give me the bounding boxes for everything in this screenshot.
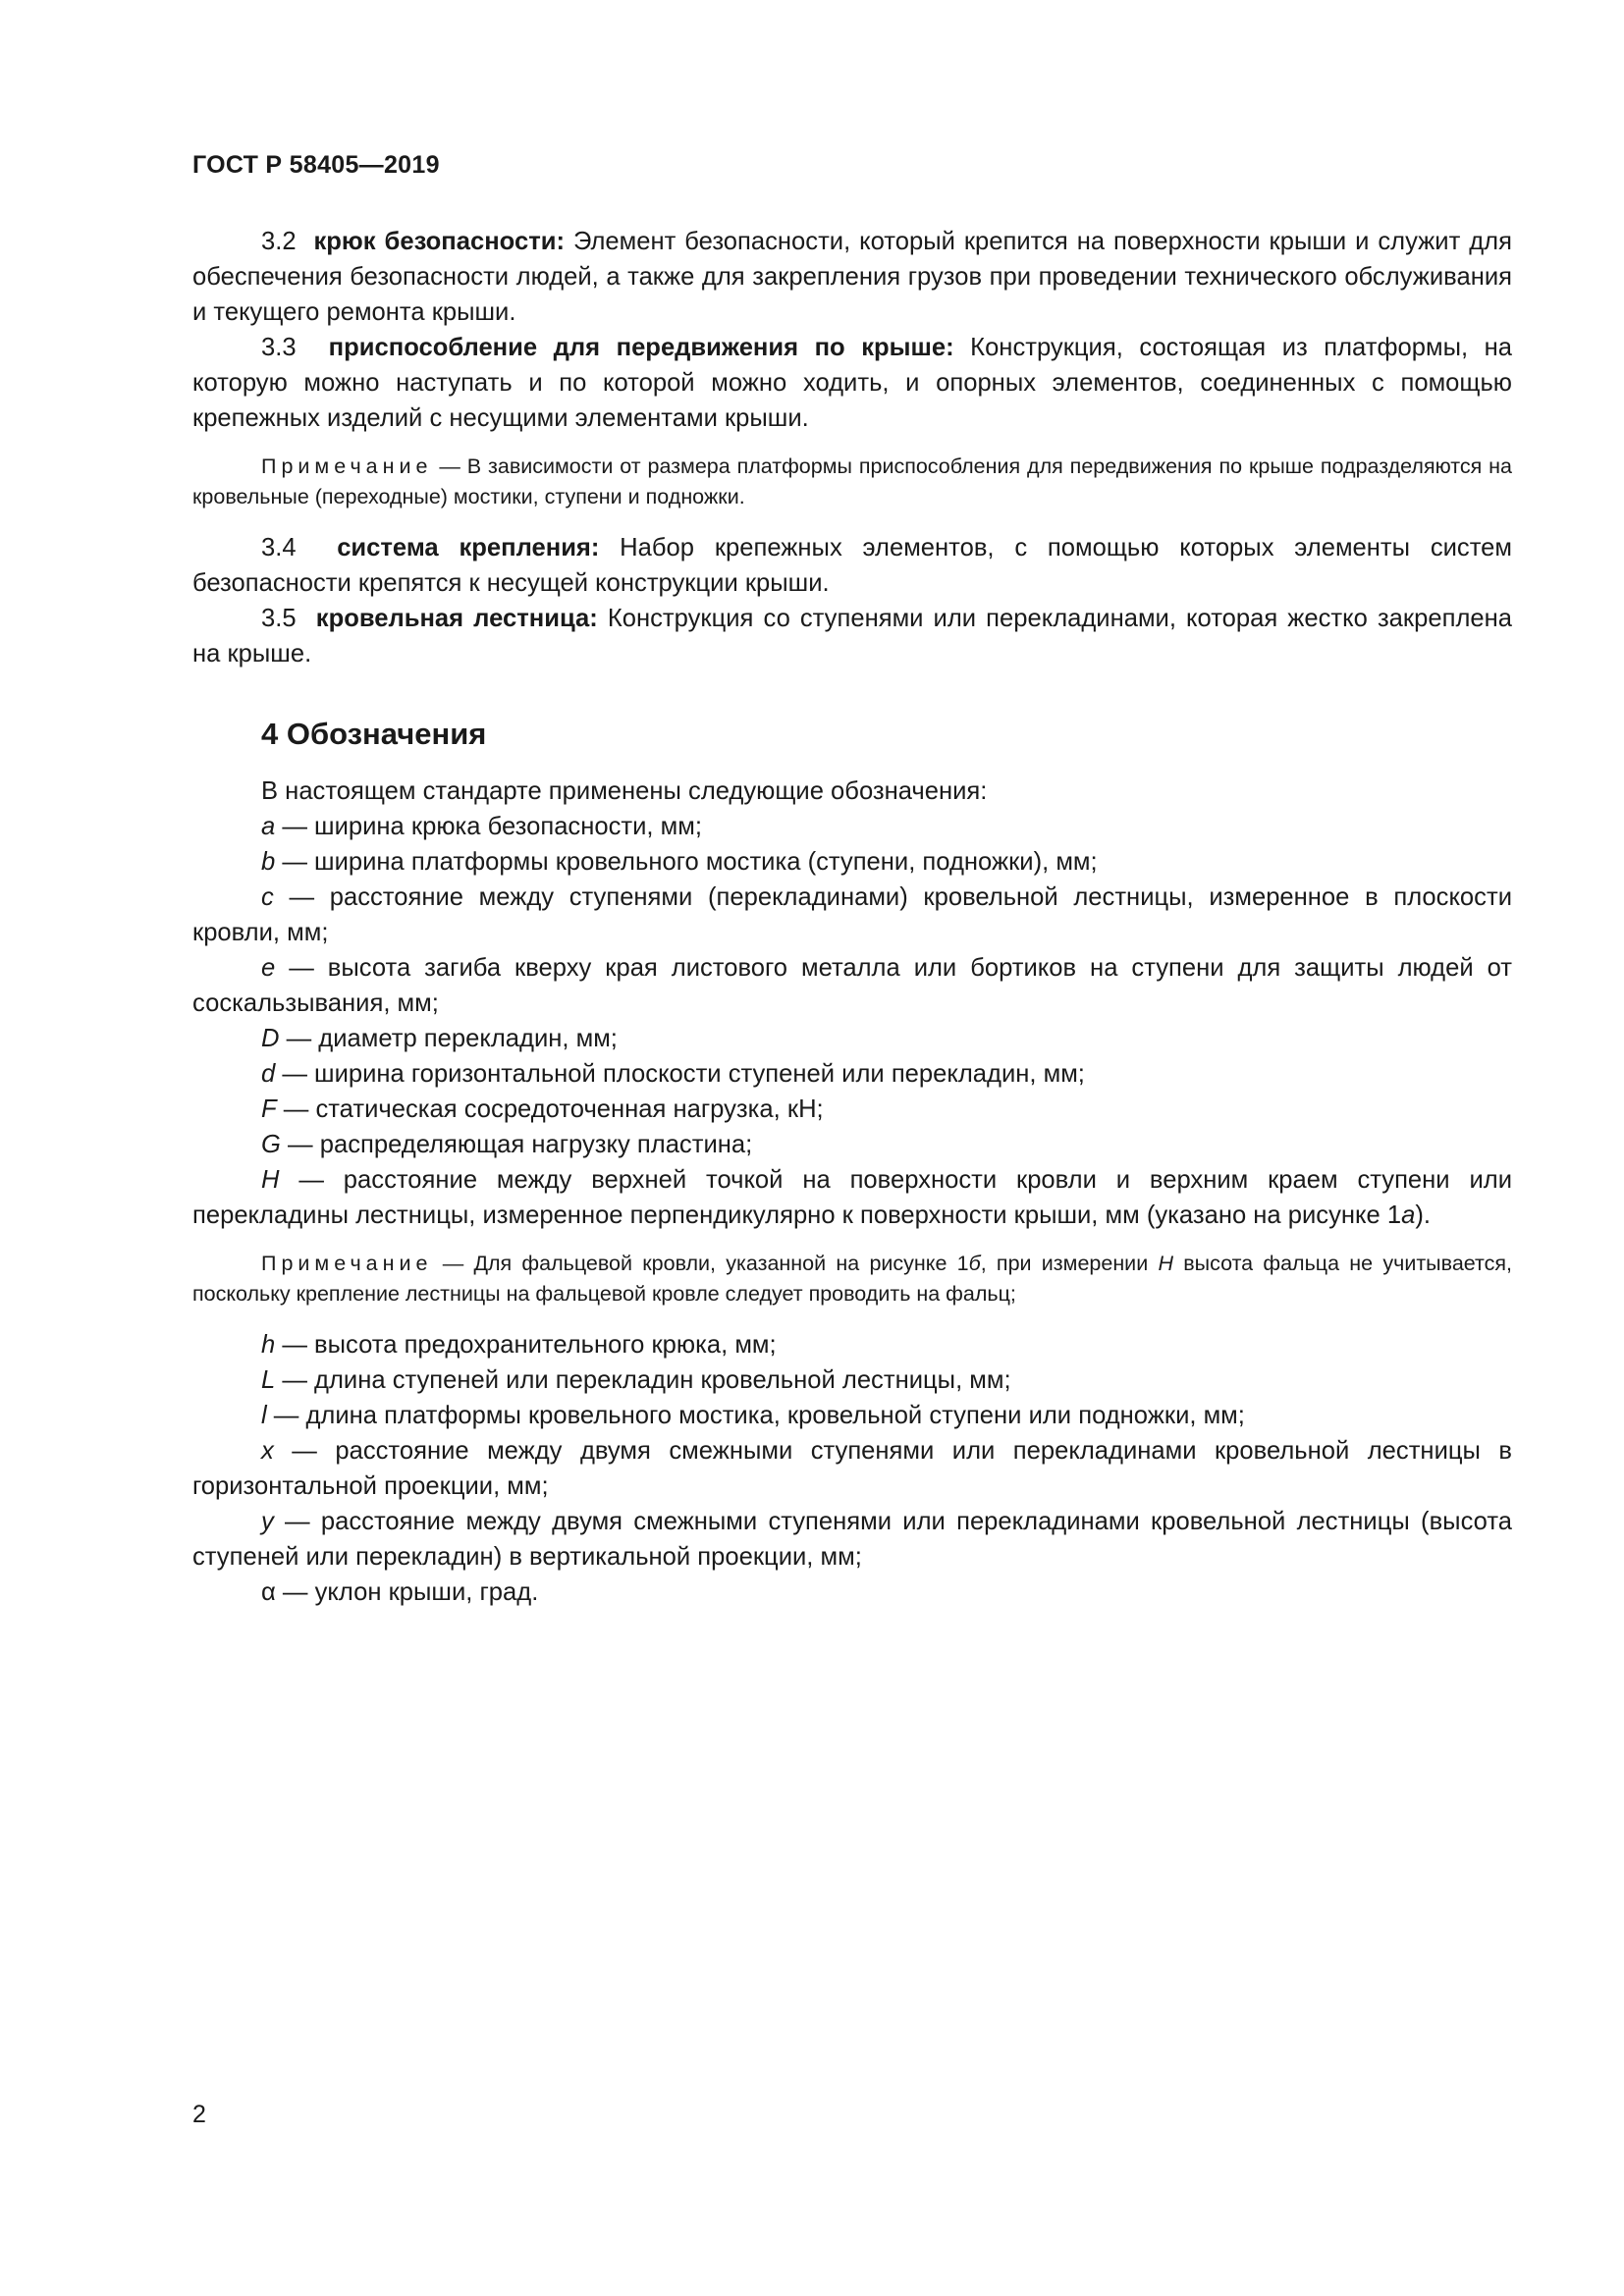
symbol-item <box>192 1092 1512 1127</box>
symbol-definition: — ширина крюка безопасности, мм; <box>275 813 702 840</box>
symbol-definition: — диаметр перекладин, мм; <box>279 1025 618 1052</box>
symbol-definition: — статическая сосредоточенная нагрузка, кН; <box>276 1095 824 1123</box>
symbol-definition: — длина ступеней или перекладин кровельной лестницы, мм; <box>275 1366 1011 1394</box>
term-number: 3.2 <box>261 228 297 255</box>
symbol-item <box>192 1056 1512 1092</box>
symbol-item <box>192 1504 1512 1575</box>
note-label: Примечание <box>261 454 433 478</box>
symbol-item <box>192 1162 1512 1233</box>
document-header: ГОСТ Р 58405—2019 <box>192 151 440 179</box>
term-3-4 <box>192 530 1512 601</box>
symbol: α <box>261 1578 276 1606</box>
symbol-definition: — ширина платформы кровельного мостика (ступени, подножки), мм; <box>275 848 1098 876</box>
symbol-item <box>192 880 1512 950</box>
note-seam-roof <box>192 1249 1512 1309</box>
section-intro: В настоящем стандарте применены следующие обозначения: <box>261 777 988 805</box>
symbol: G <box>261 1131 281 1158</box>
symbol: h <box>261 1331 276 1359</box>
symbol: a <box>261 813 276 840</box>
symbol: F <box>261 1095 277 1123</box>
symbol-definition: — ширина горизонтальной плоскости ступеней или перекладин, мм; <box>275 1060 1085 1088</box>
symbol: H <box>261 1166 280 1194</box>
note-text: — Для фальцевой кровли, указанной на рисунке 1 <box>432 1252 969 1275</box>
note-text: , при измерении <box>980 1252 1159 1275</box>
symbol: L <box>261 1366 276 1394</box>
symbol-definition: — расстояние между двумя смежными ступенями или перекладинами кровельной лестницы (высота ступеней или перекладин) в вертикальной проекции, мм; <box>192 1508 1512 1571</box>
term-number: 3.5 <box>261 605 297 632</box>
symbol-definition: — расстояние между верхней точкой на поверхности кровли и верхним краем ступени или перекладины лестницы, измеренное перпендикулярно к поверхности крыши, мм (указано на рисунке 1 <box>192 1166 1512 1229</box>
symbol-definition: — расстояние между ступенями (перекладинами) кровельной лестницы, измеренное в плоскости кровли, мм; <box>192 883 1512 946</box>
term-name: приспособление для передвижения по крыше: <box>328 334 954 361</box>
note-platform <box>192 452 1512 512</box>
term-number: 3.4 <box>261 534 297 561</box>
term-3-5 <box>192 601 1512 671</box>
symbol-definition-tail: ). <box>1415 1201 1431 1229</box>
symbol-definition: — уклон крыши, град. <box>275 1578 539 1606</box>
figure-ref: а <box>1401 1201 1416 1229</box>
term-definition: Элемент безопасности, который крепится на поверхности крыши и служит для обеспечения безопасности людей, а также для закрепления грузов при проведении технического обслуживания и текущего ремонта крыши. <box>192 228 1512 326</box>
symbol-definition: — длина платформы кровельного мостика, кровельной ступени или подножки, мм; <box>266 1402 1245 1429</box>
symbol: D <box>261 1025 280 1052</box>
note-label: Примечание <box>261 1252 433 1275</box>
symbol: e <box>261 954 276 982</box>
term-definition: Конструкция, состоящая из платформы, на которую можно наступать и по которой можно ходить, и опорных элементов, соединенных с помощью крепежных изделий с несущими элементами крыши. <box>192 334 1512 432</box>
page-number: 2 <box>192 2101 206 2128</box>
symbol: x <box>261 1437 274 1465</box>
symbol-item <box>192 950 1512 1021</box>
symbol: d <box>261 1060 276 1088</box>
note-text: высота фальца не учитывается, поскольку крепление лестницы на фальцевой кровле следует проводить на фальц; <box>192 1252 1512 1306</box>
symbol-definition: — высота предохранительного крюка, мм; <box>275 1331 777 1359</box>
symbol: b <box>261 848 276 876</box>
symbol: y <box>261 1508 274 1535</box>
symbol-item <box>192 1021 1512 1056</box>
symbol-item <box>192 1127 1512 1162</box>
term-3-2 <box>192 224 1512 330</box>
symbol: l <box>261 1402 267 1429</box>
term-definition: Конструкция со ступенями или перекладинами, которая жестко закреплена на крыше. <box>192 605 1512 667</box>
symbol-item <box>192 1362 1512 1398</box>
term-name: система крепления: <box>337 534 600 561</box>
note-text: — В зависимости от размера платформы приспособления для передвижения по крыше подразделяются на кровельные (переходные) мостики, ступени и подножки. <box>192 454 1512 508</box>
symbol-item <box>192 844 1512 880</box>
term-3-3 <box>192 330 1512 436</box>
symbol-item <box>192 809 1512 844</box>
symbol-definition: — распределяющая нагрузку пластина; <box>280 1131 753 1158</box>
section-heading: 4 Обозначения <box>261 717 487 751</box>
symbol-item <box>192 1575 1512 1610</box>
symbol-definition: — расстояние между двумя смежными ступенями или перекладинами кровельной лестницы в горизонтальной проекции, мм; <box>192 1437 1512 1500</box>
document-body <box>192 224 1512 1610</box>
term-name: кровельная лестница: <box>315 605 598 632</box>
symbol: c <box>261 883 274 911</box>
term-number: 3.3 <box>261 334 297 361</box>
symbol-item <box>192 1398 1512 1433</box>
symbol-item <box>192 1327 1512 1362</box>
symbol-definition: — высота загиба кверху края листового металла или бортиков на ступени для защиты людей от соскальзывания, мм; <box>192 954 1512 1017</box>
figure-ref: б <box>968 1252 981 1275</box>
term-definition: Набор крепежных элементов, с помощью которых элементы систем безопасности крепятся к несущей конструкции крыши. <box>192 534 1512 597</box>
symbol-item <box>192 1433 1512 1504</box>
symbol: H <box>1158 1252 1173 1275</box>
term-name: крюк безопасности: <box>313 228 566 255</box>
